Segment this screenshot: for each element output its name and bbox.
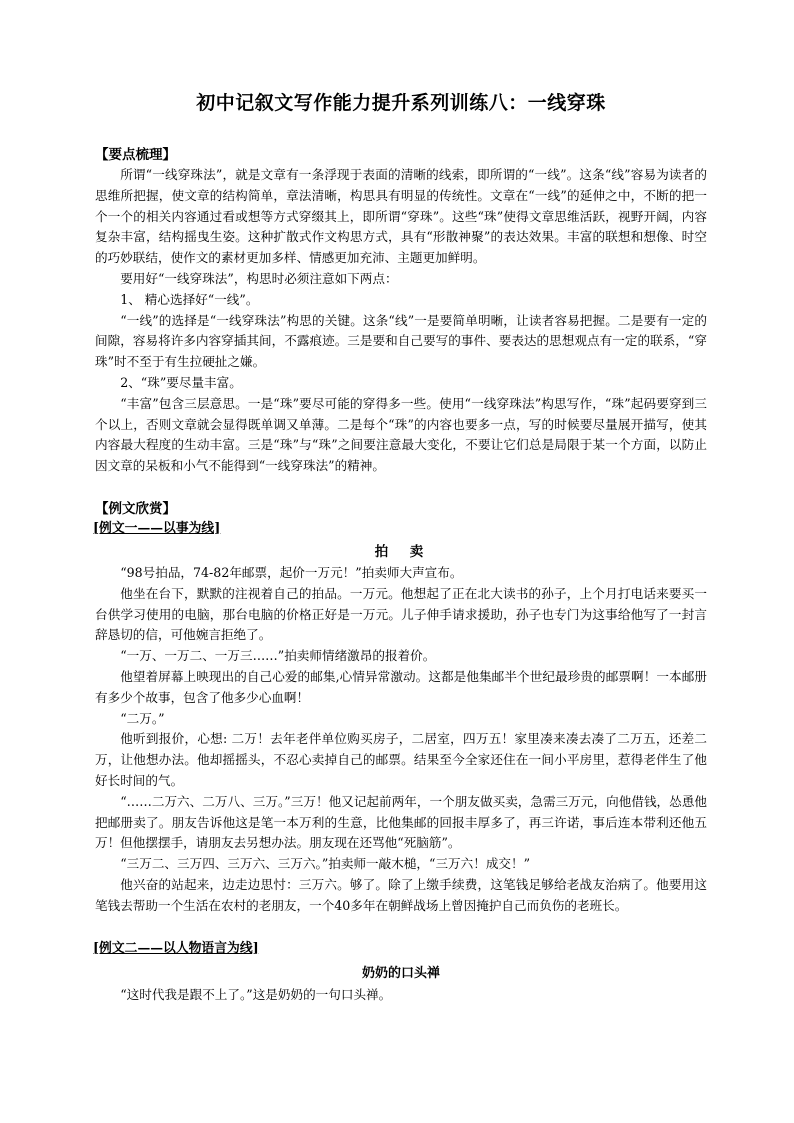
paragraph: 他坐在台下，默默的注视着自己的拍品。一万元。他想起了正在北大读书的孙子，上个月打电话来要买一台供学习使用的电脑，那台电脑的价格正好是一万元。儿子伸手请求援助，孙子也专门为这事给他写了一封言辞恳切的信，可他婉言拒绝了。: [95, 585, 707, 643]
paragraph: “三万二、三万四、三万六、三万六。”拍卖师一敲木槌，“三万六！成交！”: [120, 856, 531, 872]
paragraph: 所谓“一线穿珠法”，就是文章有一条浮现于表面的清晰的线索，即所谓的“一线”。这条“线”容易为读者的思维所把握，使文章的结构简单，章法清晰，构思具有明显的传统性。文章在“一线”的延伸之中，不断的把一个一个的相关内容通过看或想等方式穿缀其上，即所谓“穿珠”。这些“珠”使得文章思维活跃，视野开阔，内容复杂丰富，结构摇曳生姿。这种扩散式作文构思方式，具有“形散神聚”的表达效果。丰富的联想和想像、时空的巧妙联结，使作文的素材更加多样、情感更加充沛、主题更加鲜明。: [95, 167, 707, 266]
paragraph: “……二万六、二万八、三万。”三万！他又记起前两年，一个朋友做买卖，急需三万元，向他借钱，怂恿他把邮册卖了。朋友告诉他这是笔一本万利的生意，比他集邮的回报丰厚多了，再三许诺，事后连本带利还他五万！但他摆摆手，请朋友去另想办法。朋友现在还骂他“死脑筋”。: [95, 793, 707, 851]
example-2-tag: [例文二——以人物语言为线]: [93, 940, 259, 956]
paragraph: 他兴奋的站起来，边走边思忖：三万六。够了。除了上缴手续费，这笔钱足够给老战友治病了。他要用这笔钱去帮助一个生活在农村的老朋友，一个40多年在朝鲜战场上曾因掩护自己而负伤的老班长。: [95, 876, 707, 913]
paragraph: “一线”的选择是“一线穿珠法”构思的关键。这条“线”一是要简单明晰，让读者容易把握。二是要有一定的间隙，容易将许多内容穿插其间，不露痕迹。三是要和自己要写的事件、要表达的思想观点有一定的联系，“穿珠”时不至于有生拉硬扯之嫌。: [95, 312, 707, 370]
example-1-tag: [例文一——以事为线]: [93, 520, 221, 536]
paragraph: 要用好“一线穿珠法”，构思时必须注意如下两点：: [120, 270, 398, 286]
list-item: 1、 精心选择好“一线”。: [120, 291, 259, 307]
paragraph: “丰富”包含三层意思。一是“珠”要尽可能的穿得多一些。使用“一线穿珠法”构思写作，“珠”起码要穿到三个以上，否则文章就会显得既单调又单薄。二是每个“珠”的内容也要多一点，写的时候要尽量展开描写，使其内容最大程度的生动丰富。三是“珠”与“珠”之间要注意最大变化，不要让它们总是局限于某一个方面，以防止因文章的呆板和小气不能得到“一线穿珠法”的精神。: [95, 395, 707, 474]
document-title: 初中记叙文写作能力提升系列训练八：一线穿珠: [196, 92, 606, 114]
section-heading-examples: 【例文欣赏】: [95, 500, 176, 517]
example-1-title: 拍 卖: [374, 543, 428, 560]
paragraph: 他望着屏幕上映现出的自己心爱的邮集,心情异常激动。这都是他集邮半个世纪最珍贵的邮票啊！一本邮册有多少个故事，包含了他多少心血啊！: [95, 668, 707, 705]
paragraph: “一万、一万二、一万三……”拍卖师情绪激昂的报着价。: [120, 648, 436, 664]
example-2-title: 奶奶的口头禅: [361, 965, 440, 981]
paragraph: 他听到报价，心想: 二万！去年老伴单位购买房子，二居室，四万五！家里凑来凑去凑了二万五，还差二万，让他想办法。他却摇摇头，不忍心卖掉自己的邮票。结果至今全家还住在一间小平房里，惹得老伴生了他好长时间的气。: [95, 731, 707, 788]
paragraph: “98号拍品，74-82年邮票，起价一万元！”拍卖师大声宣布。: [120, 564, 463, 580]
section-heading-key-points: 【要点梳理】: [95, 147, 176, 163]
paragraph: “这时代我是跟不上了。”这是奶奶的一句口头禅。: [120, 986, 392, 1002]
list-item: 2、“珠”要尽量丰富。: [120, 374, 242, 390]
paragraph: “二万。”: [120, 710, 165, 726]
document-page: [95, 88, 707, 1005]
